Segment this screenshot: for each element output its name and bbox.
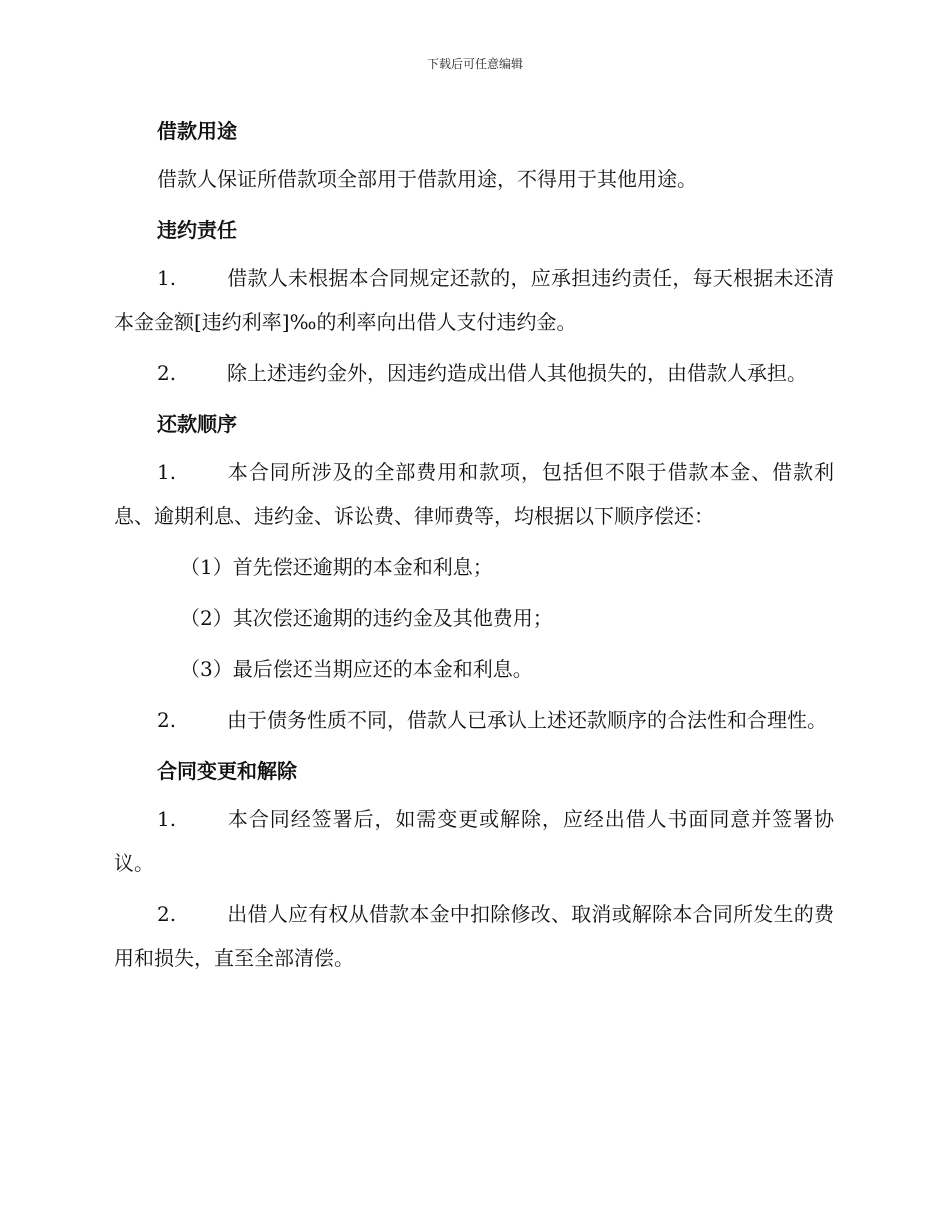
section-heading-liability: 违约责任 — [157, 218, 237, 242]
list-item — [114, 351, 834, 395]
sub-list-item: （2）其次偿还逾期的违约金及其他费用； — [180, 606, 553, 630]
section-heading-repayment-order: 还款顺序 — [157, 412, 237, 436]
list-item-text: 除上述违约金外，因违约造成出借人其他损失的，由借款人承担。 — [227, 361, 807, 385]
list-item — [114, 797, 834, 885]
list-item — [114, 256, 834, 344]
list-number: 2. — [157, 708, 177, 732]
list-number: 1. — [157, 460, 177, 484]
sub-list-item: （1）首先偿还逾期的本金和利息； — [180, 555, 493, 579]
list-number: 1. — [157, 807, 177, 831]
section-heading-contract-change: 合同变更和解除 — [157, 759, 297, 783]
sub-list-item: （3）最后偿还当期应还的本金和利息。 — [180, 657, 533, 681]
list-item — [114, 450, 834, 538]
list-item-text: 出借人应有权从借款本金中扣除修改、取消或解除本合同所发生的费用和损失，直至全部清偿。 — [114, 902, 834, 970]
list-number: 1. — [157, 266, 177, 290]
list-item-text: 本合同经签署后，如需变更或解除，应经出借人书面同意并签署协议。 — [114, 807, 834, 875]
list-item — [114, 892, 834, 980]
document-body — [114, 106, 834, 987]
section-heading-loan-purpose: 借款用途 — [157, 119, 237, 143]
list-item-text: 本合同所涉及的全部费用和款项，包括但不限于借款本金、借款利息、逾期利息、违约金、诉讼费、律师费等，均根据以下顺序偿还： — [114, 460, 834, 528]
list-item-text: 由于债务性质不同，借款人已承认上述还款顺序的合法性和合理性。 — [227, 708, 827, 732]
page-header: 下载后可任意编辑 — [426, 57, 523, 71]
list-item-text: 借款人未根据本合同规定还款的，应承担违约责任，每天根据未还清本金金额[违约利率]‰的利率向出借人支付违约金。 — [114, 266, 834, 334]
paragraph-loan-purpose: 借款人保证所借款项全部用于借款用途，不得用于其他用途。 — [157, 167, 697, 191]
list-item — [114, 698, 834, 742]
list-number: 2. — [157, 361, 177, 385]
list-number: 2. — [157, 902, 177, 926]
